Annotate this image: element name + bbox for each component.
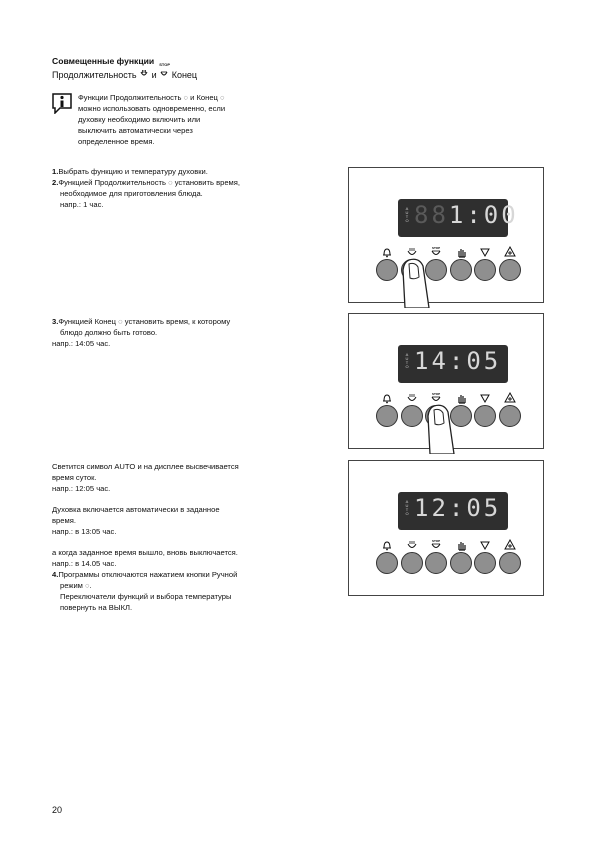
step-2: 2.Функцией Продолжительность ◌ установить время,: [52, 178, 241, 187]
control-panel-2: [348, 313, 544, 449]
duration-icon: [139, 69, 149, 79]
bell-icon: [381, 392, 393, 404]
section-title: Совмещенные функции: [52, 56, 155, 66]
manual-hand-button[interactable]: [450, 552, 472, 574]
step-4-line-3: Переключатели функций и выбора температуры: [60, 592, 232, 601]
auto-indicator: A U T O: [405, 499, 409, 516]
display-digits: [414, 347, 501, 375]
pressing-finger-icon: [424, 404, 458, 454]
subtitle-end-label: Конец: [171, 70, 198, 80]
info-text: [78, 92, 287, 147]
stop-label: STOP: [159, 62, 171, 67]
minus-icon: [479, 539, 491, 551]
oven-on-text-1: Духовка включается автоматически в заданное: [52, 505, 220, 514]
bell-button[interactable]: [376, 259, 398, 281]
display-digits: [414, 201, 519, 229]
step-3: 3.Функцией Конец ◌ установить время, к которому: [52, 317, 231, 326]
plus-button[interactable]: [499, 552, 521, 574]
end-stop-icon: [159, 69, 169, 79]
auto-example: напр.: 12:05 час.: [52, 484, 111, 493]
display-time: 1:00: [448, 201, 519, 229]
oven-on-example: напр.: в 13:05 час.: [52, 527, 117, 536]
auto-indicator: A U T O: [405, 206, 409, 223]
duration-icon: [406, 392, 418, 404]
step-2-example: напр.: 1 час.: [60, 200, 104, 209]
info-line-1: Функции Продолжительность ◌ и Конец ◌: [78, 93, 225, 102]
info-line-3: духовку необходимо включить или: [78, 115, 201, 124]
svg-text:STOP: STOP: [432, 392, 441, 396]
step-2-line-2: необходимое для приготовления блюда.: [60, 189, 203, 198]
minus-button[interactable]: [474, 552, 496, 574]
manual-hand-icon: [455, 392, 467, 404]
info-line-4: выключить автоматически через: [78, 126, 193, 135]
oven-on-text-2: время.: [52, 516, 76, 525]
plus-button[interactable]: [499, 259, 521, 281]
display-time: 12:05: [414, 494, 502, 522]
oven-off-example: напр.: в 14.05 час.: [52, 559, 117, 568]
steps-block-3: [52, 316, 288, 349]
manual-hand-button[interactable]: [450, 259, 472, 281]
minus-icon: [479, 392, 491, 404]
pressing-finger-icon: [399, 258, 433, 308]
duration-icon: [406, 246, 418, 258]
subtitle-and: и: [151, 70, 157, 80]
control-panel-1: [348, 167, 544, 303]
auto-text-1: Светится символ AUTO и на дисплее высвечивается: [52, 462, 239, 471]
display-screen: [398, 492, 508, 530]
display-screen: [398, 345, 508, 383]
end-stop-icon: [430, 246, 442, 258]
step-3-example: напр.: 14:05 час.: [52, 339, 111, 348]
step-3-line-2: блюдо должно быть готово.: [60, 328, 158, 337]
svg-text:STOP: STOP: [432, 246, 441, 250]
step-4: 4.Программы отключаются нажатием кнопки Ручной: [52, 570, 238, 579]
bell-button[interactable]: [376, 405, 398, 427]
plus-icon: [504, 539, 516, 551]
duration-icon: [406, 539, 418, 551]
minus-button[interactable]: [474, 259, 496, 281]
page-number: 20: [52, 805, 63, 815]
bell-icon: [381, 246, 393, 258]
step-1: 1.Выбрать функцию и температуру духовки.: [52, 167, 208, 176]
duration-button[interactable]: [401, 552, 423, 574]
subtitle-duration-label: Продолжительность: [52, 70, 137, 80]
step-4-line-2: режим ◌.: [60, 581, 92, 590]
plus-icon: [504, 246, 516, 258]
info-line-2: можно использовать одновременно, если: [78, 104, 226, 113]
bell-button[interactable]: [376, 552, 398, 574]
step-4-line-4: повернуть на ВЫКЛ.: [60, 603, 133, 612]
steps-block-1: [52, 166, 288, 210]
plus-button[interactable]: [499, 405, 521, 427]
end-stop-button[interactable]: [425, 552, 447, 574]
info-icon: [52, 92, 72, 116]
bell-icon: [381, 539, 393, 551]
end-stop-icon: [430, 539, 442, 551]
manual-hand-icon: [455, 246, 467, 258]
minus-icon: [479, 246, 491, 258]
manual-hand-icon: [455, 539, 467, 551]
plus-icon: [504, 392, 516, 404]
oven-off-text: а когда заданное время вышло, вновь выключается.: [52, 548, 238, 557]
minus-button[interactable]: [474, 405, 496, 427]
auto-text-2: время суток.: [52, 473, 97, 482]
display-time: 14:05: [414, 347, 502, 375]
display-digits: [414, 494, 501, 522]
auto-indicator: A U T O: [405, 352, 409, 369]
display-screen: [398, 199, 519, 237]
svg-text:STOP: STOP: [432, 539, 441, 543]
info-line-5: определенное время.: [78, 137, 155, 146]
duration-button[interactable]: [401, 405, 423, 427]
section-subtitle: [52, 62, 198, 80]
steps-block-result: [52, 461, 288, 613]
display-dim-digits: 88: [414, 201, 449, 229]
end-stop-icon: [430, 392, 442, 404]
control-panel-3: [348, 460, 544, 596]
